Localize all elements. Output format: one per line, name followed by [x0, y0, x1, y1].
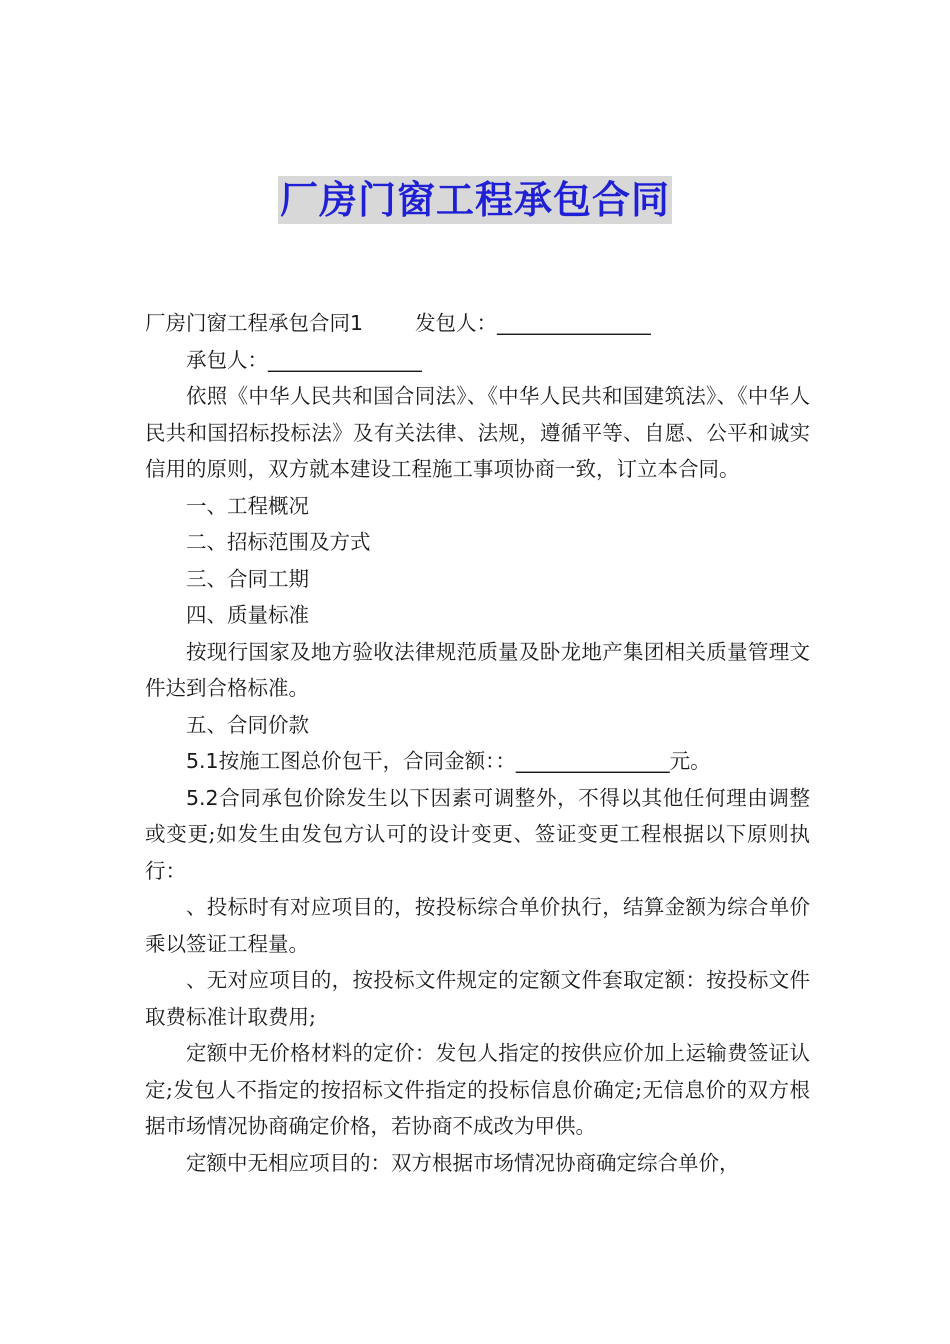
clause-item-4: 定额中无相应项目的：双方根据市场情况协商确定综合单价， [186, 1150, 740, 1175]
section-heading-5: 五、合同价款 [186, 712, 309, 737]
party-b-label: 承包人： [186, 347, 268, 372]
clause-5-1-number: 5.1 [186, 749, 219, 773]
clause-item-3: 定额中无价格材料的定价：发包人指定的按供应价加上运输费签证认定;发包人不指定的按招标文件指定的投标信息价确定;无信息价的双方根据市场情况协商确定价格，若协商不成改为甲供。 [145, 1041, 810, 1138]
party-a-blank: _______________ [497, 311, 651, 335]
header-line [145, 305, 810, 342]
clause-5-1-text: 按施工图总价包干，合同金额：： [218, 749, 516, 773]
clause-5-1 [145, 743, 810, 780]
party-b-line [145, 342, 810, 379]
document-title: 厂房门窗工程承包合同 [279, 178, 670, 222]
clause-5-2-text: 合同承包价除发生以下因素可调整外，不得以其他任何理由调整或变更;如发生由发包方认可的设计变更、签证变更工程根据以下原则执行： [145, 785, 810, 883]
party-a-label: 发包人： [415, 311, 498, 335]
clause-item-1: 、投标时有对应项目的，按投标综合单价执行，结算金额为综合单价乘以签证工程量。 [145, 895, 810, 956]
title-container [0, 176, 950, 224]
section-heading-3: 三、合同工期 [186, 566, 309, 591]
clause-5-2-number: 5.2 [186, 785, 219, 810]
party-b-blank: _______________ [268, 347, 422, 372]
quality-paragraph: 按现行国家及地方验收法律规范质量及卧龙地产集团相关质量管理文件达到合格标准。 [145, 639, 810, 700]
contract-amount-blank: _______________ [515, 749, 670, 773]
document-body [145, 305, 810, 1181]
section-heading-4: 四、质量标准 [186, 603, 309, 627]
intro-paragraph: 依照《中华人民共和国合同法》、《中华人民共和国建筑法》、《中华人民共和国招标投标法》及有关法律、法规，遵循平等、自愿、公平和诚实信用的原则，双方就本建设工程施工事项协商一致，订立本合同。 [145, 384, 810, 481]
section-heading-1: 一、工程概况 [186, 493, 309, 518]
clause-item-2: 、无对应项目的，按投标文件规定的定额文件套取定额：按投标文件取费标准计取费用; [145, 968, 810, 1029]
clause-5-1-unit: 元。 [669, 749, 711, 773]
section-heading-2: 二、招标范围及方式 [186, 530, 371, 554]
doc-number: 1 [350, 311, 364, 335]
clause-5-2 [145, 780, 810, 890]
doc-name: 厂房门窗工程承包合同 [145, 311, 350, 335]
